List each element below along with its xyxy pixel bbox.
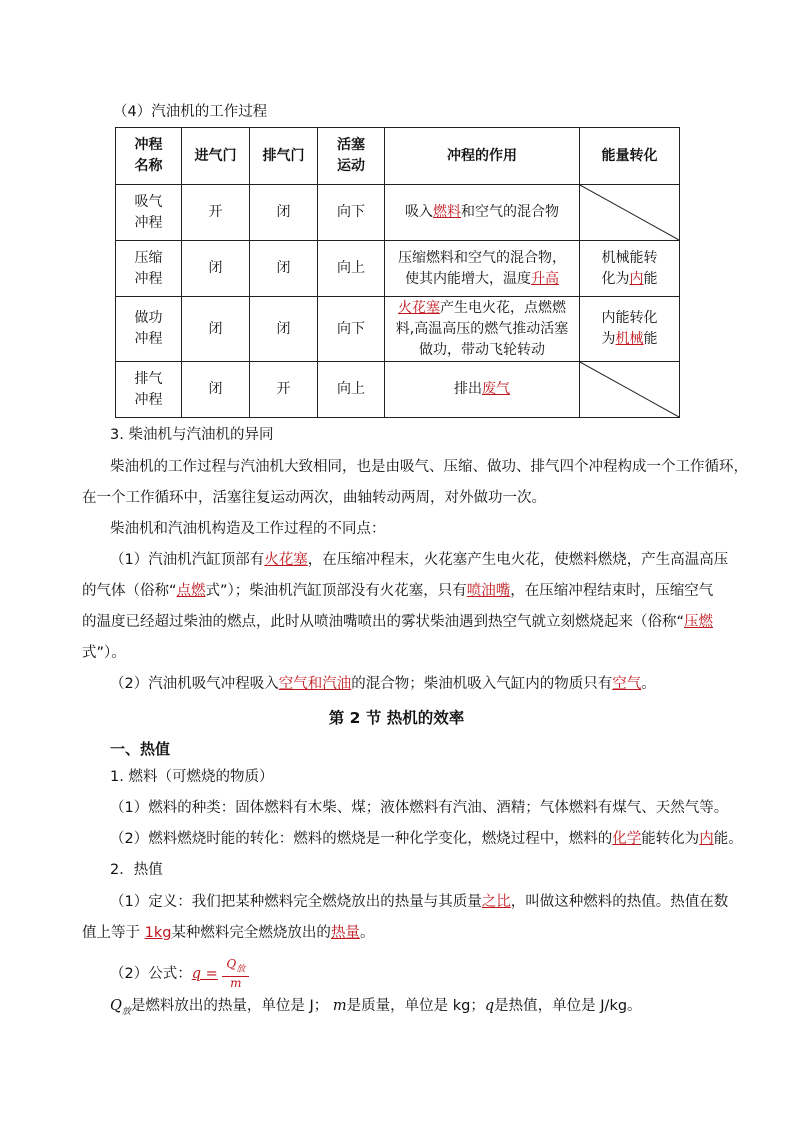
cell-intake: 闭 xyxy=(182,362,250,418)
symbol-m: m xyxy=(332,998,347,1014)
definition-line1: （1）定义：我们把某种燃料完全燃烧放出的热量与其质量之比，叫做这种燃料的热值。热值在数 xyxy=(110,894,729,910)
cell-exhaust: 闭 xyxy=(250,241,318,297)
answer-highlight: 点燃 xyxy=(176,583,206,599)
header-piston-motion: 活塞 运动 xyxy=(318,128,385,185)
section-heading-gasoline-process: （4）汽油机的工作过程 xyxy=(113,104,268,120)
definition-line2: 值上等于 1kg某种燃料完全燃烧放出的热量。 xyxy=(82,925,375,941)
cell-energy-empty xyxy=(580,362,680,418)
cell-effect: 压缩燃料和空气的混合物， 使其内能增大，温度升高 xyxy=(385,241,580,297)
diagonal-line xyxy=(580,362,679,417)
cell-stroke-name: 吸气 冲程 xyxy=(116,185,182,241)
header-intake-valve: 进气门 xyxy=(182,128,250,185)
table-row xyxy=(116,297,680,362)
answer-highlight: 升高 xyxy=(531,270,559,287)
answer-highlight: 机械 xyxy=(615,331,644,347)
answer-highlight: 废气 xyxy=(482,381,510,397)
diesel-item1-line4: 式”）。 xyxy=(82,645,126,661)
answer-highlight: 1kg xyxy=(144,925,172,941)
cell-effect: 吸入燃料和空气的混合物 xyxy=(385,185,580,241)
symbol-Q: $Q_放$ xyxy=(110,998,131,1017)
units-text-q: 是热值，单位是 J/kg。 xyxy=(494,998,642,1014)
cell-piston: 向上 xyxy=(318,362,385,418)
cell-energy-empty xyxy=(580,185,680,241)
formula-line xyxy=(110,958,249,990)
diesel-heading: 3. 柴油机与汽油机的异同 xyxy=(110,427,274,443)
answer-highlight: 燃料 xyxy=(433,204,461,220)
cell-intake: 闭 xyxy=(182,241,250,297)
diesel-item1-line3: 的温度已经超过柴油的燃点，此时从喷油嘴喷出的雾状柴油遇到热空气就立刻燃烧起来（俗称“压燃 xyxy=(82,614,714,630)
cell-exhaust: 闭 xyxy=(250,297,318,362)
answer-highlight: 热量 xyxy=(330,925,360,941)
answer-highlight: 喷油嘴 xyxy=(466,583,511,599)
heat-value-subheading: 2．热值 xyxy=(110,862,163,878)
section-title: 第 2 节 热机的效率 xyxy=(328,709,465,727)
cell-effect: 火花塞产生电火花，点燃燃 料,高温高压的燃气推动活塞 做功，带动飞轮转动 xyxy=(385,297,580,362)
diesel-item1-line2: 的气体（俗称“点燃式”）；柴油机汽缸顶部没有火花塞，只有喷油嘴，在压缩冲程结束时，压缩空气 xyxy=(82,583,714,599)
formula-numerator: $Q_放$ xyxy=(222,958,249,977)
units-text-Q: 是燃料放出的热量，单位是 J； xyxy=(130,998,329,1014)
answer-highlight: 空气和汽油 xyxy=(278,676,352,692)
table-row xyxy=(116,185,680,241)
answer-highlight: 火花塞 xyxy=(398,299,440,316)
table-row xyxy=(116,241,680,297)
heat-value-heading: 一、热值 xyxy=(110,740,171,758)
diagonal-line xyxy=(580,185,679,240)
units-text-m: 是质量，单位是 kg； xyxy=(346,998,485,1014)
header-exhaust-valve: 排气门 xyxy=(250,128,318,185)
fuel-heading: 1. 燃料（可燃烧的物质） xyxy=(110,769,274,785)
formula-denominator: m xyxy=(230,976,242,991)
table-header-row xyxy=(116,128,680,185)
diesel-item1-line1: （1）汽油机汽缸顶部有火花塞，在压缩冲程末，火花塞产生电火花，使燃料燃烧，产生高温高压 xyxy=(110,552,729,568)
header-energy-conversion: 能量转化 xyxy=(580,128,680,185)
cell-intake: 闭 xyxy=(182,297,250,362)
diesel-para1-line1: 柴油机的工作过程与汽油机大致相同，也是由吸气、压缩、做功、排气四个冲程构成一个工作循环， xyxy=(110,459,748,475)
cell-exhaust: 闭 xyxy=(250,185,318,241)
answer-highlight: 压燃 xyxy=(684,614,714,630)
formula-lhs: q = xyxy=(191,966,218,983)
cell-piston: 向下 xyxy=(318,297,385,362)
answer-highlight: 内 xyxy=(699,831,714,847)
cell-effect: 排出废气 xyxy=(385,362,580,418)
cell-stroke-name: 做功 冲程 xyxy=(116,297,182,362)
header-stroke-effect: 冲程的作用 xyxy=(385,128,580,185)
answer-highlight: 化学 xyxy=(612,831,642,847)
fuel-item1: （1）燃料的种类：固体燃料有木柴、煤；液体燃料有汽油、酒精；气体燃料有煤气、天然气等。 xyxy=(110,800,729,816)
cell-piston: 向上 xyxy=(318,241,385,297)
stroke-table xyxy=(115,127,680,418)
header-stroke-name: 冲程 名称 xyxy=(116,128,182,185)
cell-exhaust: 开 xyxy=(250,362,318,418)
formula-fraction xyxy=(222,958,249,990)
diesel-para2: 柴油机和汽油机构造及工作过程的不同点： xyxy=(110,521,386,537)
cell-stroke-name: 排气 冲程 xyxy=(116,362,182,418)
diesel-para1-line2: 在一个工作循环中，活塞往复运动两次，曲轴转动两周，对外做功一次。 xyxy=(82,490,546,506)
answer-highlight: 火花塞 xyxy=(264,552,308,568)
answer-highlight: 之比 xyxy=(481,894,511,910)
cell-piston: 向下 xyxy=(318,185,385,241)
cell-stroke-name: 压缩 冲程 xyxy=(116,241,182,297)
fuel-item2: （2）燃料燃烧时能的转化：燃料的燃烧是一种化学变化，燃烧过程中，燃料的化学能转化为内能。 xyxy=(110,831,743,847)
answer-highlight: 空气 xyxy=(612,676,642,692)
diesel-item2: （2）汽油机吸气冲程吸入空气和汽油的混合物；柴油机吸入气缸内的物质只有空气。 xyxy=(110,676,656,692)
answer-highlight: 内 xyxy=(629,270,644,287)
units-line xyxy=(110,995,642,1023)
cell-energy: 内能转化 为机械能 xyxy=(580,297,680,362)
cell-intake: 开 xyxy=(182,185,250,241)
table-row xyxy=(116,362,680,418)
cell-energy: 机械能转 化为内能 xyxy=(580,241,680,297)
symbol-q: q xyxy=(484,998,495,1014)
formula-label: （2）公式： xyxy=(110,966,192,983)
